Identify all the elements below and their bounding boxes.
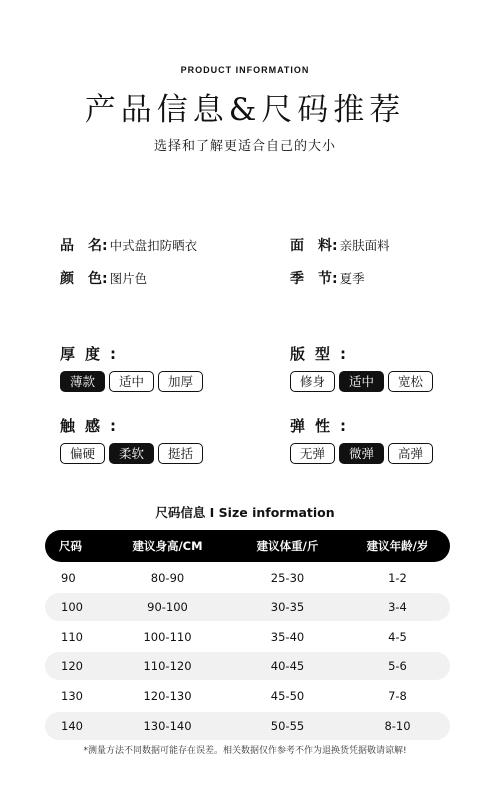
table-cell: 30-35 xyxy=(270,600,305,615)
table-cell: 100-110 xyxy=(143,629,192,644)
table-cell: 80-90 xyxy=(150,570,185,585)
table-cell: 4-5 xyxy=(388,629,407,644)
table-cell: 130-140 xyxy=(143,718,192,733)
attr-title: 版型 xyxy=(290,345,341,363)
table-cell: 25-30 xyxy=(270,570,305,585)
option-chip[interactable]: 无弹 xyxy=(290,443,335,464)
attr-elasticity: 弹性: 无弹 微弹 高弹 xyxy=(290,415,433,464)
table-cell: 120 xyxy=(61,659,83,674)
option-chip[interactable]: 修身 xyxy=(290,371,335,392)
spec-label: 季 节: xyxy=(290,271,338,287)
table-cell: 5-6 xyxy=(388,659,407,674)
option-chip[interactable]: 偏硬 xyxy=(60,443,105,464)
attr-fit: 版型: 修身 适中 宽松 xyxy=(290,343,433,392)
table-row xyxy=(45,593,450,621)
column-header: 尺码 xyxy=(59,539,82,553)
column-header: 建议身高/CM xyxy=(132,539,203,553)
page-title: 产品信息&尺码推荐 xyxy=(84,92,406,128)
spec-value: 夏季 xyxy=(339,271,365,286)
page-subtitle: 选择和了解更适合自己的大小 xyxy=(153,139,336,154)
option-chip[interactable]: 适中 xyxy=(109,371,154,392)
size-table-header xyxy=(45,530,450,562)
option-chip[interactable]: 挺括 xyxy=(158,443,203,464)
chip-group xyxy=(290,371,433,392)
table-cell: 140 xyxy=(61,718,83,733)
chip-group xyxy=(60,371,203,392)
spec-value: 亲肤面料 xyxy=(339,238,390,253)
footnote: *测量方法不同数据可能存在误差。相关数据仅作参考不作为退换货凭据敬请谅解! xyxy=(83,746,407,756)
table-cell: 110 xyxy=(61,629,83,644)
spec-label: 颜 色: xyxy=(60,271,108,287)
table-cell: 90-100 xyxy=(147,600,188,615)
spec-fabric xyxy=(290,235,390,255)
spec-color xyxy=(60,268,147,288)
table-cell: 7-8 xyxy=(388,688,407,703)
option-chip[interactable]: 柔软 xyxy=(109,443,154,464)
spec-season xyxy=(290,268,365,288)
table-row xyxy=(45,682,450,710)
size-table xyxy=(45,530,450,740)
column-header: 建议体重/斤 xyxy=(256,539,319,553)
table-cell: 120-130 xyxy=(143,688,192,703)
table-row xyxy=(45,652,450,680)
spec-name xyxy=(60,235,197,255)
chip-group xyxy=(290,443,433,464)
table-cell: 100 xyxy=(61,600,83,615)
spec-value: 中式盘扣防晒衣 xyxy=(109,238,198,253)
option-chip[interactable]: 宽松 xyxy=(388,371,433,392)
attr-title: 厚度 xyxy=(60,345,111,363)
option-chip[interactable]: 适中 xyxy=(339,371,384,392)
option-chip[interactable]: 薄款 xyxy=(60,371,105,392)
table-cell: 40-45 xyxy=(270,659,305,674)
table-cell: 130 xyxy=(61,688,83,703)
eyebrow-text: PRODUCT INFORMATION xyxy=(180,65,310,75)
chip-group xyxy=(60,443,203,464)
attr-title: 触感 xyxy=(60,417,111,435)
table-cell: 45-50 xyxy=(270,688,305,703)
table-cell: 1-2 xyxy=(388,570,407,585)
option-chip[interactable]: 微弹 xyxy=(339,443,384,464)
attr-title: 弹性 xyxy=(290,417,341,435)
table-cell: 3-4 xyxy=(388,600,407,615)
spec-label: 面 料: xyxy=(290,238,338,254)
table-cell: 35-40 xyxy=(270,629,305,644)
option-chip[interactable]: 加厚 xyxy=(158,371,203,392)
attr-touch: 触感: 偏硬 柔软 挺括 xyxy=(60,415,203,464)
spec-value: 图片色 xyxy=(109,271,148,286)
table-row xyxy=(45,712,450,740)
table-cell: 50-55 xyxy=(270,718,305,733)
column-header: 建议年龄/岁 xyxy=(366,539,429,553)
attr-thickness: 厚度: 薄款 适中 加厚 xyxy=(60,343,203,392)
table-row xyxy=(45,564,450,592)
size-rows xyxy=(45,564,450,740)
table-row xyxy=(45,623,450,651)
option-chip[interactable]: 高弹 xyxy=(388,443,433,464)
table-cell: 110-120 xyxy=(143,659,192,674)
spec-label: 品 名: xyxy=(60,238,108,254)
table-cell: 90 xyxy=(61,570,76,585)
size-info-heading: 尺码信息 I Size information xyxy=(155,505,335,520)
table-cell: 8-10 xyxy=(384,718,411,733)
